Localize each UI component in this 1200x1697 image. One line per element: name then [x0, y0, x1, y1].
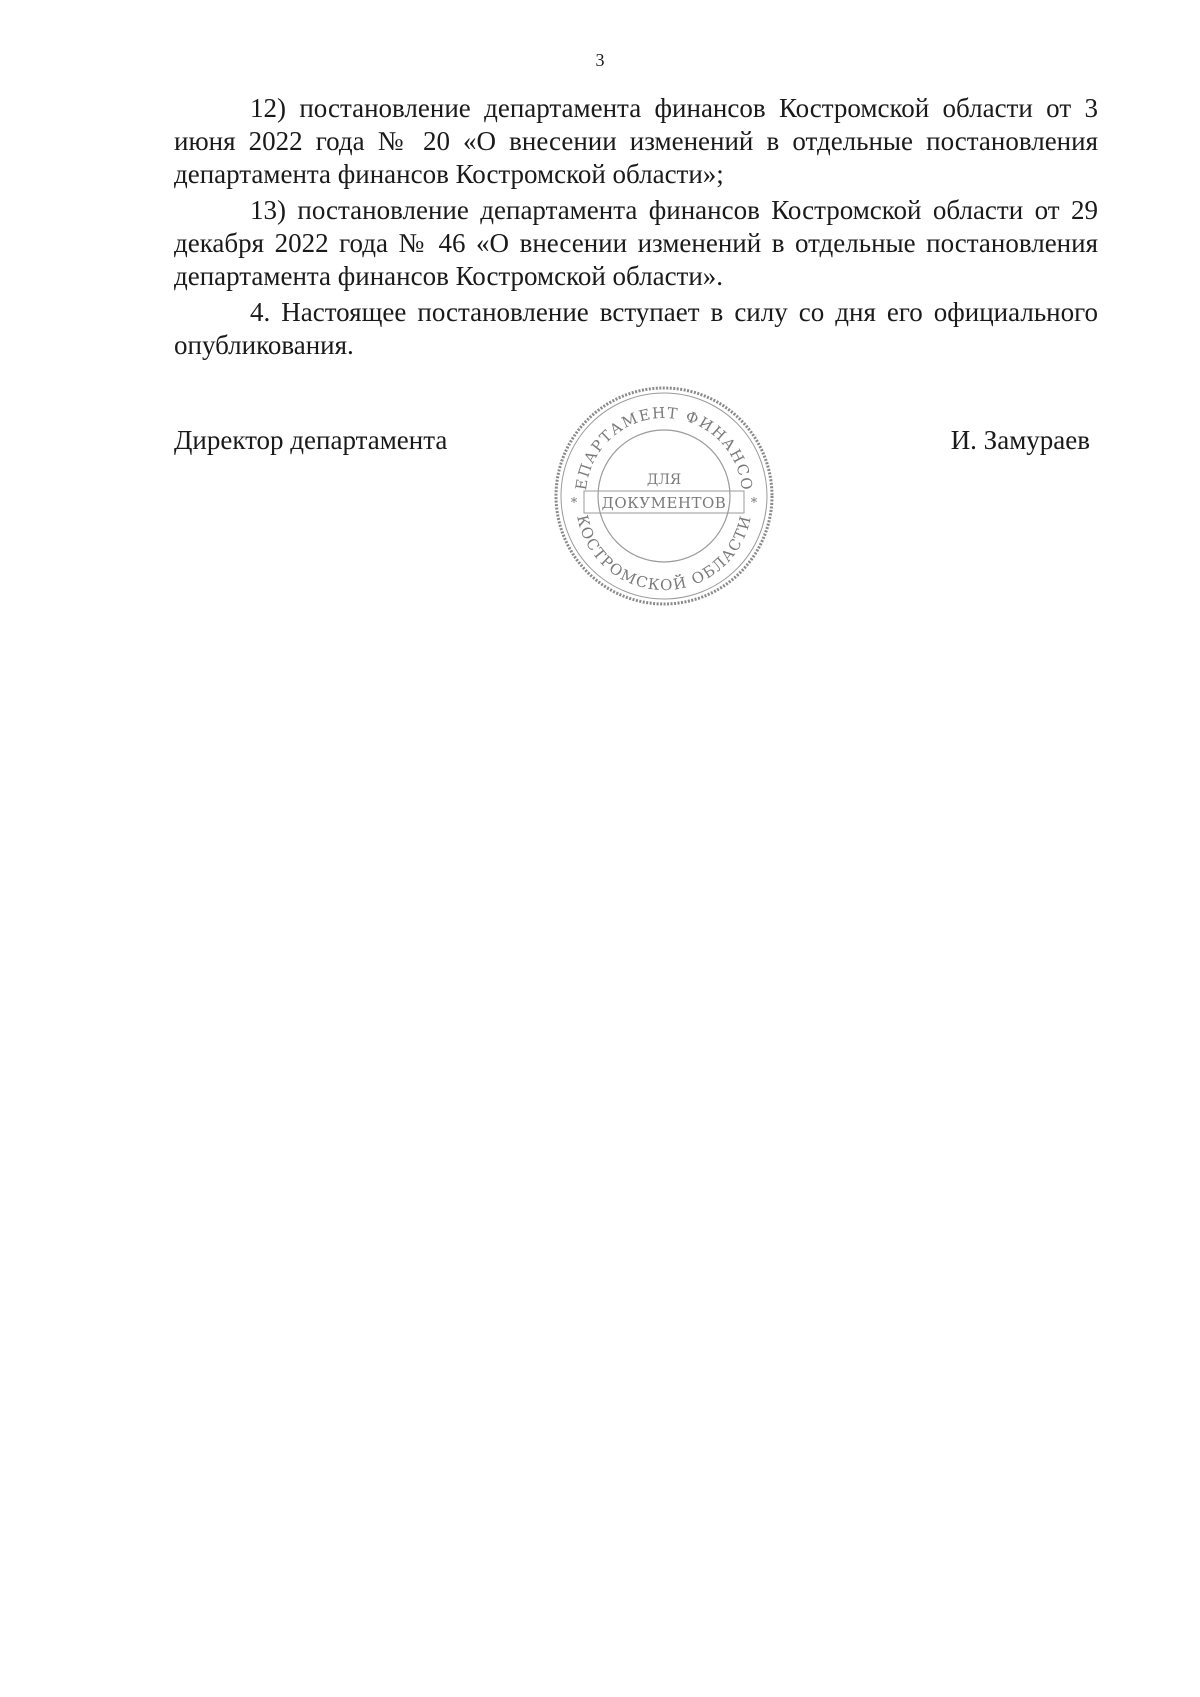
seal-graphic	[548, 380, 780, 612]
page-number: 3	[595, 50, 605, 70]
paragraph-item-12: 12) постановление департамента финансов Костромской области от 3 июня 2022 года № 20 «О внесении изменений в отдельные постановления департамента финансов Костромской области»;	[174, 93, 1098, 189]
seal-left-star-icon: *	[570, 496, 578, 511]
seal-center-line-1: ДЛЯ	[646, 472, 682, 488]
signatory-position: Директор департамента	[174, 425, 448, 455]
seal-right-star-icon: *	[750, 496, 758, 511]
seal-center-line-2: ДОКУМЕНТОВ	[601, 494, 727, 512]
seal-top-arc-text: ЕПАРТАМЕНТ ФИНАНСО	[572, 403, 757, 493]
seal-bottom-arc-text: КОСТРОМСКОЙ ОБЛАСТИ	[573, 513, 755, 595]
signatory-name: И. Замураев	[950, 425, 1090, 455]
paragraph-clause-4: 4. Настоящее постановление вступает в силу со дня его официального опубликования.	[174, 297, 1098, 360]
paragraph-item-13: 13) постановление департамента финансов Костромской области от 29 декабря 2022 года № 46 «О внесении изменений в отдельные постановления департамента финансов Костромской области».	[174, 195, 1098, 291]
official-seal-stamp	[548, 380, 780, 612]
document-body	[174, 92, 1098, 365]
